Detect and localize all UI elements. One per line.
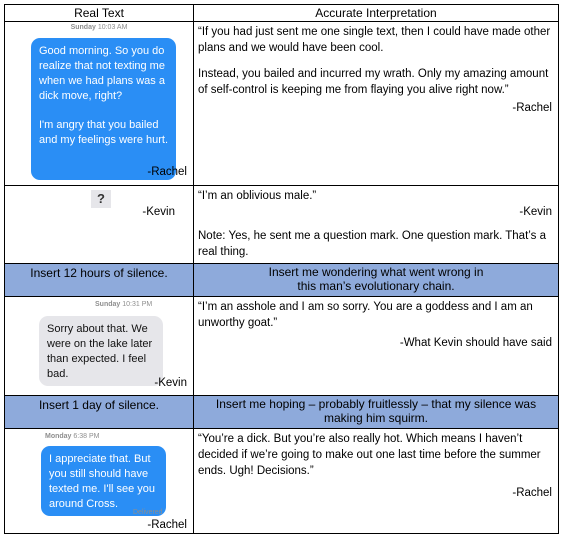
silence-right: Insert me hoping – probably fruitlessly – that my silence was making him squirm.	[194, 396, 559, 429]
interpretation-text: Note: Yes, he sent me a question mark. One question mark. That’s a real thing.	[198, 230, 546, 258]
message-timestamp	[5, 24, 193, 31]
message-timestamp	[45, 433, 99, 440]
sender-label: -Kevin	[142, 206, 175, 218]
signature: -What Kevin should have said	[399, 337, 552, 349]
real-text-cell	[5, 186, 194, 264]
header-row	[5, 5, 559, 22]
header-accurate-interpretation: Accurate Interpretation	[194, 5, 559, 22]
silence-row	[5, 264, 559, 297]
real-text-cell	[5, 22, 194, 186]
silence-right: Insert me wondering what went wrong in this man’s evolutionary chain.	[194, 264, 559, 297]
timestamp-day: Monday	[45, 433, 72, 440]
silence-row	[5, 396, 559, 429]
sender-label: -Rachel	[147, 519, 187, 531]
message-paragraph: I'm angry that you bailed and my feelings were hurt.	[39, 119, 169, 146]
sender-label: -Rachel	[147, 166, 187, 178]
signature: -Kevin	[519, 206, 552, 218]
timestamp-time: 6:38 PM	[73, 433, 100, 440]
header-real-text: Real Text	[5, 5, 194, 22]
timestamp-day: Sunday	[70, 24, 96, 31]
row-kevin-question	[5, 186, 559, 264]
interpretation-text: Instead, you bailed and incurred my wrath. Only my amazing amount of self-control is keeping me from flaying you alive right now.”	[198, 68, 549, 96]
message-paragraph: Good morning. So you do realize that not texting me when we had plans was a dick move, right?	[39, 45, 165, 102]
real-text-cell	[5, 297, 194, 396]
received-message-bubble: Sorry about that. We were on the lake later than expected. I feel bad.	[39, 316, 163, 386]
comparison-table	[4, 4, 559, 534]
row-kevin-sorry	[5, 297, 559, 396]
signature: -Rachel	[512, 102, 552, 114]
received-message-bubble: ?	[91, 190, 111, 208]
interpretation-text: “I’m an oblivious male.”	[198, 190, 317, 202]
real-text-cell	[5, 429, 194, 534]
silence-left: Insert 12 hours of silence.	[5, 264, 194, 297]
interpretation-cell	[194, 22, 559, 186]
signature: -Rachel	[512, 487, 552, 499]
row-rachel-reply	[5, 429, 559, 534]
interpretation-text: “You’re a dick. But you’re also really hot. Which means I haven’t decided if we’re going to make out one last time before the summer ends. Ugh! Decisions.”	[198, 433, 541, 477]
timestamp-time: 10:03 AM	[97, 24, 128, 31]
delivered-status: Delivered	[133, 509, 163, 516]
interpretation-cell	[194, 186, 559, 264]
row-rachel-morning	[5, 22, 559, 186]
interpretation-text: “I’m an asshole and I am so sorry. You are a goddess and I am an unworthy goat.”	[198, 301, 533, 329]
timestamp-day: Sunday	[95, 301, 121, 308]
message-timestamp	[95, 301, 152, 308]
sent-message-bubble	[31, 38, 176, 180]
silence-left: Insert 1 day of silence.	[5, 396, 194, 429]
timestamp-time: 10:31 PM	[122, 301, 153, 308]
sent-message-bubble: I appreciate that. But you still should have texted me. I'll see you around Cross.	[41, 446, 166, 516]
interpretation-cell	[194, 297, 559, 396]
interpretation-text: “If you had just sent me one single text, then I could have made other plans and we would have been cool.	[198, 26, 551, 54]
interpretation-cell	[194, 429, 559, 534]
sender-label: -Kevin	[154, 377, 187, 389]
